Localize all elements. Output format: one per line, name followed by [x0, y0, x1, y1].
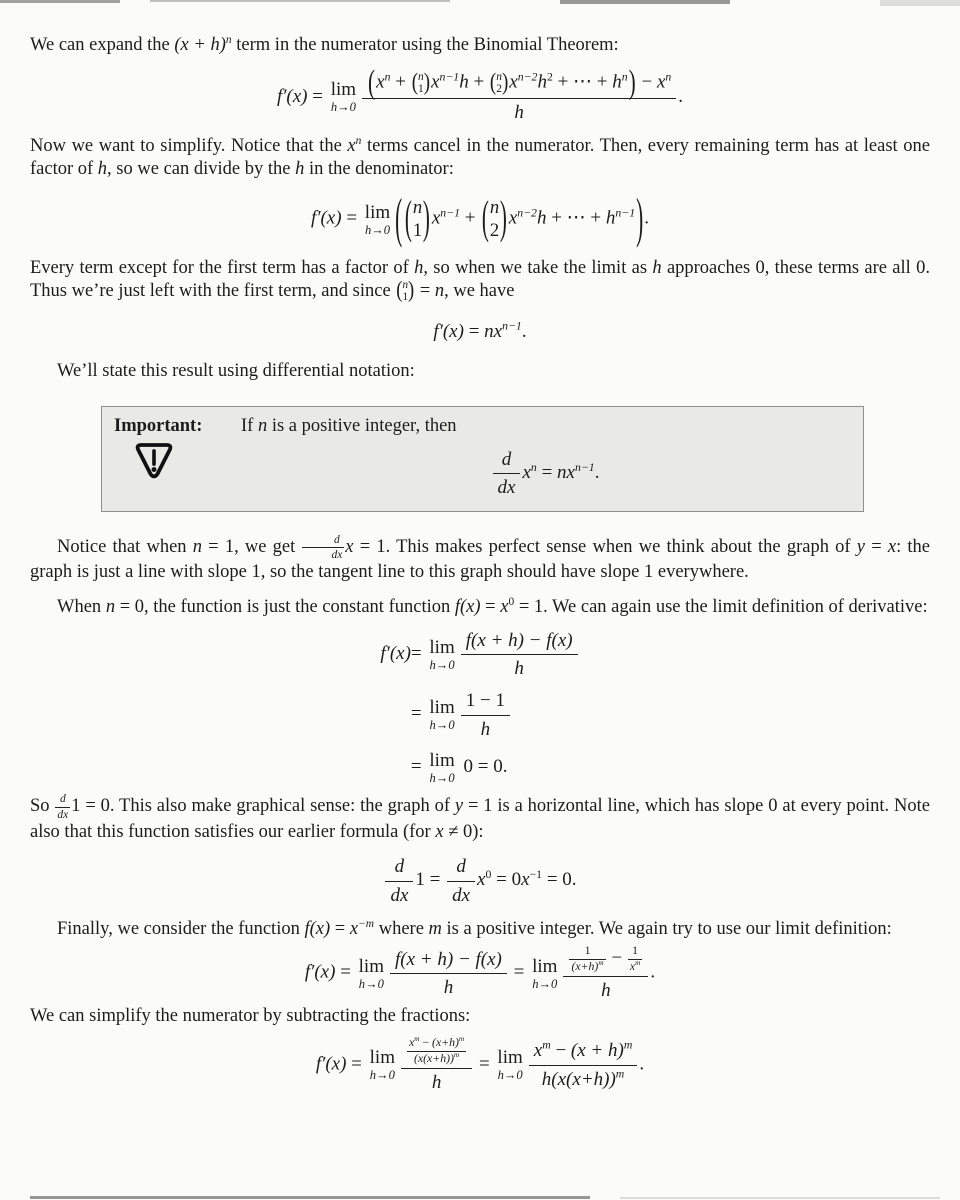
formula-x-to-zero: $\frac{d}{dx}$ 1 = $\frac{d}{dx}$ $x^0 = 0x^{-1} = 0$. [30, 856, 930, 906]
scan-artifact-top [880, 0, 960, 6]
scan-artifact-bottom [620, 1197, 940, 1199]
formula-negative-limit-definition: f′(x) = lim h→0 $\frac{f(x + h) - f(x)}{h}$ = lim h→0 $\frac{1}{(x+h)^m}$ − $\frac{1}{x^m}$ h . [304, 944, 656, 1002]
important-box-content [241, 416, 849, 499]
paragraph-differential-notation: We’ll state this result using differential notation: [57, 360, 415, 381]
paragraph-n-equals-1: Notice that when n = 1, we get $\frac{d}{dx}$ x = 1. This makes perfect sense when we think about the graph of y = x: the graph is just a line with slope 1, so the tangent line to this graph should have slope 1 everywhere. [30, 533, 931, 582]
formula-constant-derivative-derivation [30, 630, 930, 785]
warning-triangle-icon [134, 440, 241, 485]
important-box-left-column [114, 416, 241, 499]
formula-subtracted-fractions: f′(x) = lim h→0 $\frac{\frac{x^m - (x+h)^m}{(x(x+h))^m}}{h}$ = lim h→0 $\frac{x^m - (x + h)^m}{h(x(x+h))^m}$ . [315, 1034, 645, 1094]
paragraph-binomial-theorem-intro: We can expand the $(x + h)^n$ term in the numerator using the Binomial Theorem: [30, 33, 619, 55]
aligned-equations: f′(x) = lim h→0 $\frac{f(x + h) - f(x)}{h}$ = lim h→0 $\frac{1 - 1}{h}$ = lim h→0 0 = 0. [380, 630, 579, 785]
formula-power-rule-result: $f'(x) = nx^{n-1}$. [433, 319, 527, 342]
paragraph-simplify: Now we want to simplify. Notice that the $x^n$ terms cancel in the numerator. Then, every remaining term has at least one factor of h, so we can divide by the h in the denominator: [30, 135, 931, 179]
important-box [101, 406, 864, 512]
paragraph-derivative-of-one: So $\frac{d}{dx}$ 1 = 0. This also make graphical sense: the graph of y = 1 is a horizontal line, which has slope 0 at every point. Note also that this function satisfies our earlier formula (for x ≠ 0): [30, 793, 930, 842]
important-label: Important: [114, 416, 203, 437]
important-statement: If n is a positive integer, then [241, 416, 457, 437]
paragraph-limit-terms: Every term except for the first term has a factor of h, so when we take the limit as h approaches 0, these terms are all 0. Thus we’re just left with the first term, and since ( n 1 ) = n, we have [30, 258, 930, 304]
paragraph-subtract-fractions: We can simplify the numerator by subtracting the fractions: [30, 1005, 471, 1026]
formula-binomial-expansion: f′(x) = lim h→0 ($x^n$ + ( n 1 ) $x^{n-1}h$ + ( n 2 ) $x^{n-2}h^2$ + ⋯ + $h^n) - x^n$ h . [276, 62, 684, 124]
scan-artifact-bottom [30, 1196, 590, 1199]
formula-divided-by-h: f′(x) = lim h→0 ( ( n 1 ) $x^{n-1}$ + ( n 2 ) $x^{n-2}h$ + ⋯ + $h^{n-1}$). [311, 186, 649, 250]
scan-artifact-top [0, 0, 120, 3]
formula-power-rule: $\frac{d}{dx}$ $x^n = nx^{n-1}$. [241, 449, 849, 499]
paragraph-n-equals-0: When n = 0, the function is just the constant function $f(x) = x^0 = 1$. We can again use the limit definition of derivative: [57, 596, 928, 618]
scan-artifact-top [150, 0, 450, 2]
scan-artifact-top [560, 0, 730, 4]
paragraph-negative-exponent: Finally, we consider the function $f(x) = x^{-m}$ where m is a positive integer. We again try to use our limit definition: [57, 917, 892, 939]
